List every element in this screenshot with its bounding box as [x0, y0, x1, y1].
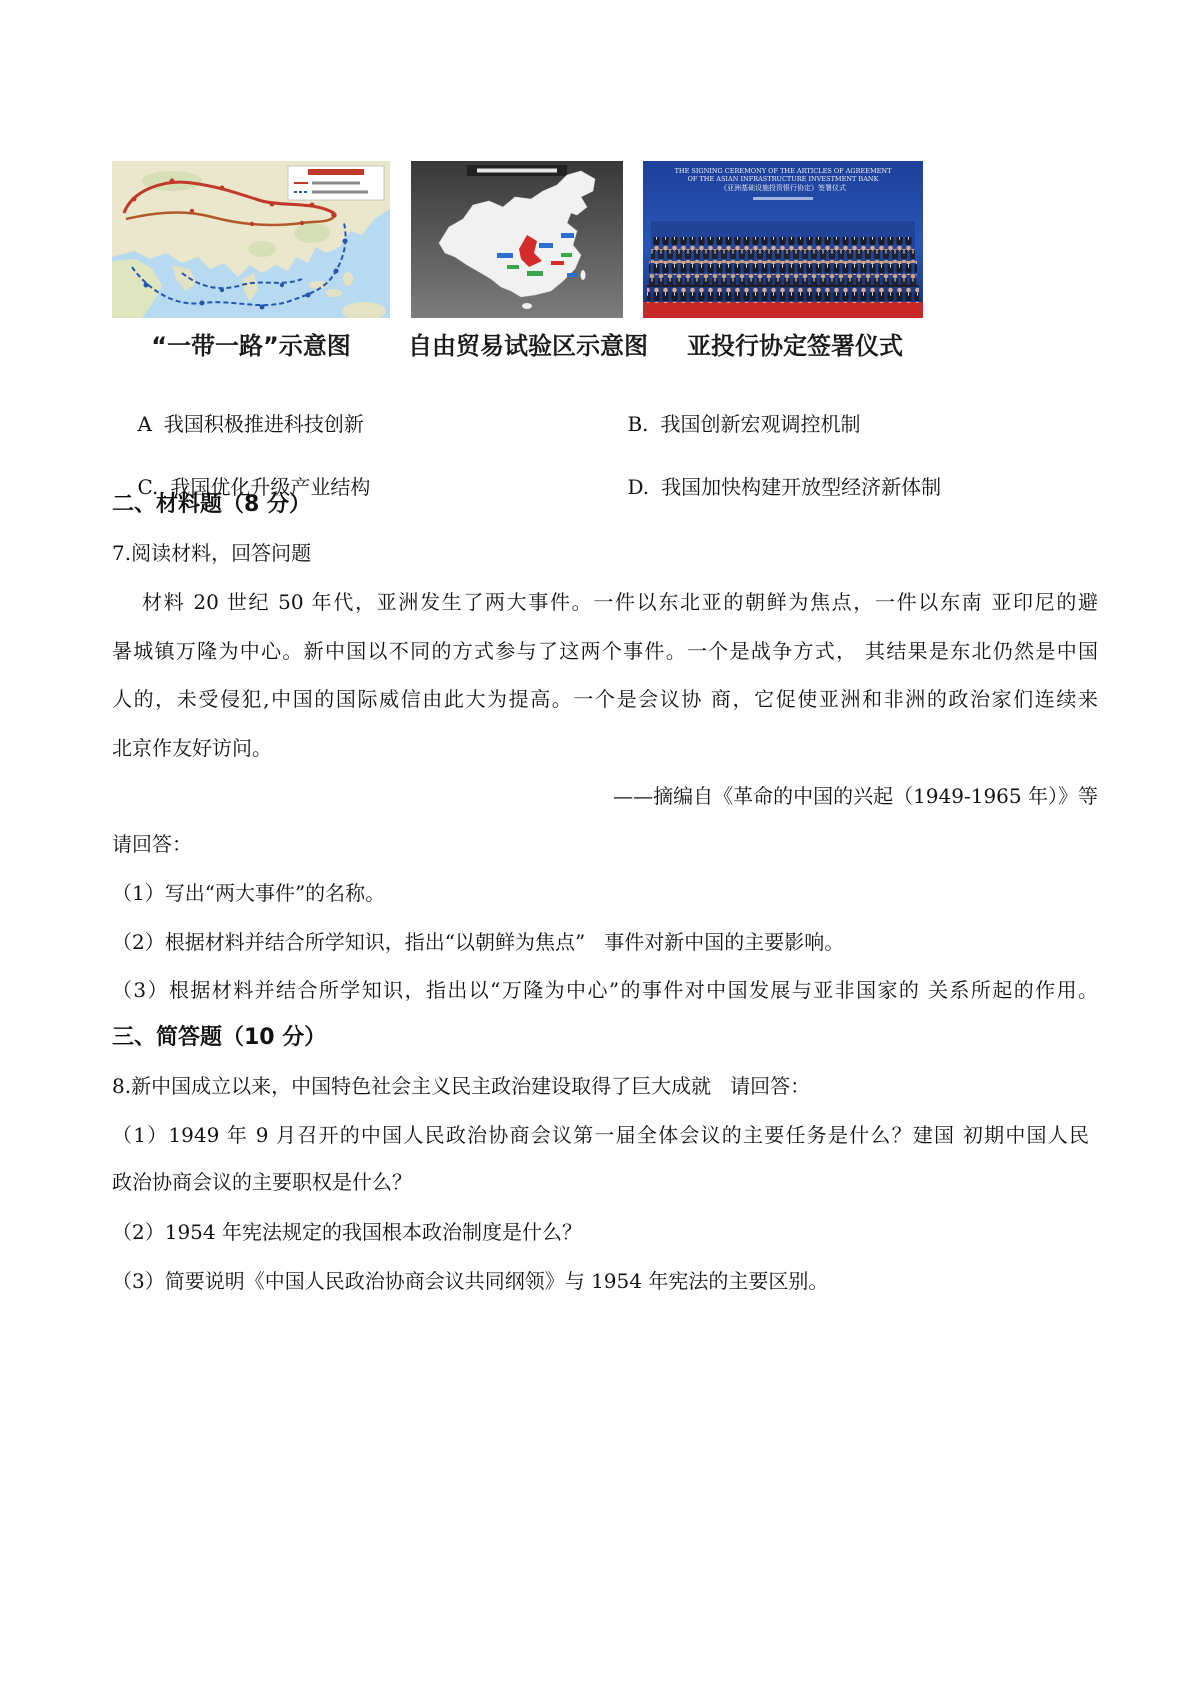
subquestion-7-2: （2）根据材料并结合所学知识，指出“以朝鲜为焦点” 事件对新中国的主要影响。 — [112, 930, 845, 954]
belt-and-road-caption: “一带一路”示意图 — [151, 332, 351, 360]
red-carpet — [643, 302, 923, 318]
question-7-title: 7.阅读材料，回答问题 — [112, 541, 312, 565]
svg-text:《亚洲基础设施投资银行协定》签署仪式: 《亚洲基础设施投资银行协定》签署仪式 — [720, 184, 846, 192]
free-trade-zone-map-image — [411, 161, 623, 318]
svg-text:OF THE ASIAN INFRASTRUCTURE IN: OF THE ASIAN INFRASTRUCTURE INVESTMENT BANK — [687, 175, 879, 183]
crowd-row — [649, 261, 917, 275]
aiib-signing-ceremony-photo — [643, 161, 923, 318]
map-legend-box — [288, 166, 384, 200]
taiwan-island — [581, 270, 586, 280]
option-text: 我国加快构建开放型经济新体制 — [661, 475, 942, 499]
subquestion-8-3: （3）简要说明《中国人民政治协商会议共同纲领》与 1954 年宪法的主要区别。 — [112, 1269, 829, 1293]
material-line: 材料 20 世纪 50 年代，亚洲发生了两大事件。一件以东北亚的朝鲜为焦点，一件以东南 亚印尼的避 — [142, 590, 1098, 614]
crowd-row — [647, 273, 919, 287]
crowd-row — [647, 285, 919, 303]
map-title-banner — [467, 165, 567, 176]
free-trade-zone-caption: 自由贸易试验区示意图 — [408, 332, 648, 360]
ceremony-date-line — [753, 197, 813, 200]
option-label: D. — [627, 475, 650, 499]
material-line: 北京作友好访问。 — [112, 736, 272, 760]
aiib-ceremony-caption: 亚投行协定签署仪式 — [687, 332, 903, 360]
material-line: 暑城镇万隆为中心。新中国以不同的方式参与了这两个事件。一个是战争方式， 其结果是东北仍然是中国 — [112, 639, 1098, 663]
subquestion-8-1-continued: 政治协商会议的主要职权是什么？ — [112, 1170, 412, 1194]
section-heading-material: 二、材料题（8 分） — [112, 492, 311, 517]
subquestion-7-3: （3）根据材料并结合所学知识，指出以“万隆为中心”的事件对中国发展与亚非国家的 关系所起的作用。 — [112, 978, 1098, 1002]
material-line: 人的，未受侵犯,中国的国际威信由此大为提高。一个是会议协 商，它促使亚洲和非洲的政治家们连续来 — [112, 687, 1098, 711]
crowd-row — [653, 237, 913, 251]
section-heading-short-answer: 三、简答题（10 分） — [112, 1025, 327, 1050]
option-text: 我国创新宏观调控机制 — [660, 412, 861, 436]
option-label: B. — [627, 412, 649, 436]
option-text: 我国优化升级产业结构 — [170, 475, 371, 499]
option-label: A — [137, 412, 152, 436]
option-d — [602, 442, 942, 499]
option-b — [602, 379, 861, 436]
option-a — [112, 379, 364, 436]
answer-prompt: 请回答： — [112, 832, 192, 856]
option-c — [112, 442, 371, 499]
subquestion-8-2: （2）1954 年宪法规定的我国根本政治制度是什么？ — [112, 1220, 582, 1244]
hainan-island — [522, 303, 532, 309]
subquestion-7-1: （1）写出“两大事件”的名称。 — [112, 881, 386, 905]
svg-text:THE SIGNING CEREMONY OF THE AR: THE SIGNING CEREMONY OF THE ARTICLES OF AGREEMENT — [674, 167, 892, 175]
option-label: C. — [137, 475, 159, 499]
question-8-title: 8.新中国成立以来，中国特色社会主义民主政治建设取得了巨大成就 请回答： — [112, 1074, 811, 1098]
crowd-row — [651, 249, 915, 263]
subquestion-8-1: （1）1949 年 9 月召开的中国人民政治协商会议第一届全体会议的主要任务是什么？建国 初期中国人民 — [112, 1123, 1089, 1147]
option-text: 我国积极推进科技创新 — [163, 412, 364, 436]
belt-and-road-map-image — [112, 161, 390, 318]
material-source: ——摘编自《革命的中国的兴起（1949-1965 年）》等 — [613, 784, 1098, 808]
